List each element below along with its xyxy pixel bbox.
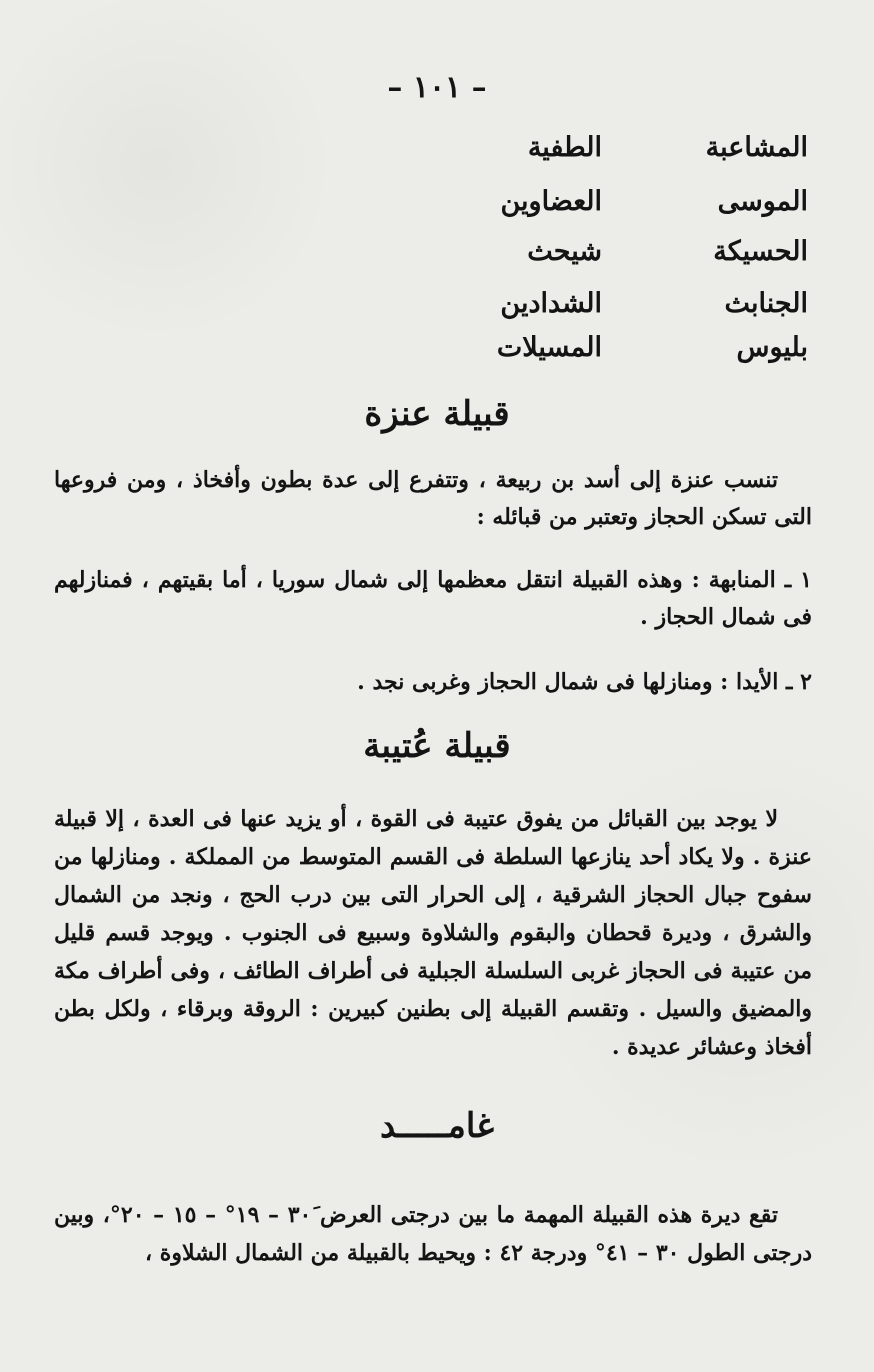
tribe-subdivisions-table	[0, 132, 874, 372]
tribe-name: شيحث	[527, 236, 602, 267]
tribe-name: الشدادين	[500, 288, 602, 319]
list-item: ١ ـ المنابهة : وهذه القبيلة انتقل معظمها إلى شمال سوريا ، أما بقيتهم ، فمنازلهم فى شمال الحجاز .	[54, 567, 812, 630]
tribe-name: المشاعبة	[705, 132, 808, 163]
page-number: – ١٠١ –	[387, 70, 487, 105]
paragraph-anazah-intro: تنسب عنزة إلى أسد بن ربيعة ، وتتفرع إلى عدة بطون وأفخاذ ، ومن فروعها التى تسكن الحجاز وتعتبر من قبائله :	[54, 467, 812, 530]
tribe-name: العضاوين	[500, 186, 602, 217]
tribe-row	[0, 236, 874, 280]
tribe-row	[0, 332, 874, 376]
tribe-name: الجنابث	[724, 288, 808, 319]
tribe-name: بليوس	[736, 332, 808, 363]
paragraph-otaibah: لا يوجد بين القبائل من يفوق عتيبة فى القوة ، أو يزيد عنها فى العدة ، إلا قبيلة عنزة . ولا يكاد أحد ينازعها السلطة فى القسم المتوسط من المملكة . ومنازلها من سفوح جبال الحجاز الشرقية ، إلى الحرار التى بين درب الحج ، ونجد من الشمال والشرق ، وديرة قحطان والبقوم والشلاوة وسبيع فى الجنوب . ويوجد قسم قليل من عتيبة فى الحجاز غربى السلسلة الجبلية فى أطراف الطائف ، وفى أطراف مكة والمضيق والسيل . وتقسم القبيلة إلى بطنين كبيرين : الروقة وبرقاء ، ولكل بطن أفخاذ وعشائر عديدة .	[54, 806, 812, 1060]
tribe-name: الحسيكة	[713, 236, 808, 267]
tribe-name: المسيلات	[496, 332, 602, 363]
tribe-row	[0, 288, 874, 332]
tribe-name: الموسى	[717, 186, 808, 217]
tribe-row	[0, 132, 874, 176]
list-item: ٢ ـ الأيدا : ومنازلها فى شمال الحجاز وغربى نجد .	[357, 669, 812, 695]
section-heading-otaibah: قبيلة عُتيبة	[363, 726, 511, 766]
tribe-name: الطفية	[527, 132, 602, 163]
paragraph-ghamid: تقع ديرة هذه القبيلة المهمة ما بين درجتى العرض ٣٠َ – ١٩° – ١٥ – ٢٠°، وبين درجتى الطول ٣٠ – ٤١° ودرجة ٤٢ : ويحيط بالقبيلة من الشمال الشلاوة ،	[54, 1202, 812, 1266]
section-heading-anazah: قبيلة عنزة	[364, 394, 510, 434]
section-heading-ghamid: غامـــــد	[379, 1106, 494, 1146]
tribe-row	[0, 186, 874, 230]
